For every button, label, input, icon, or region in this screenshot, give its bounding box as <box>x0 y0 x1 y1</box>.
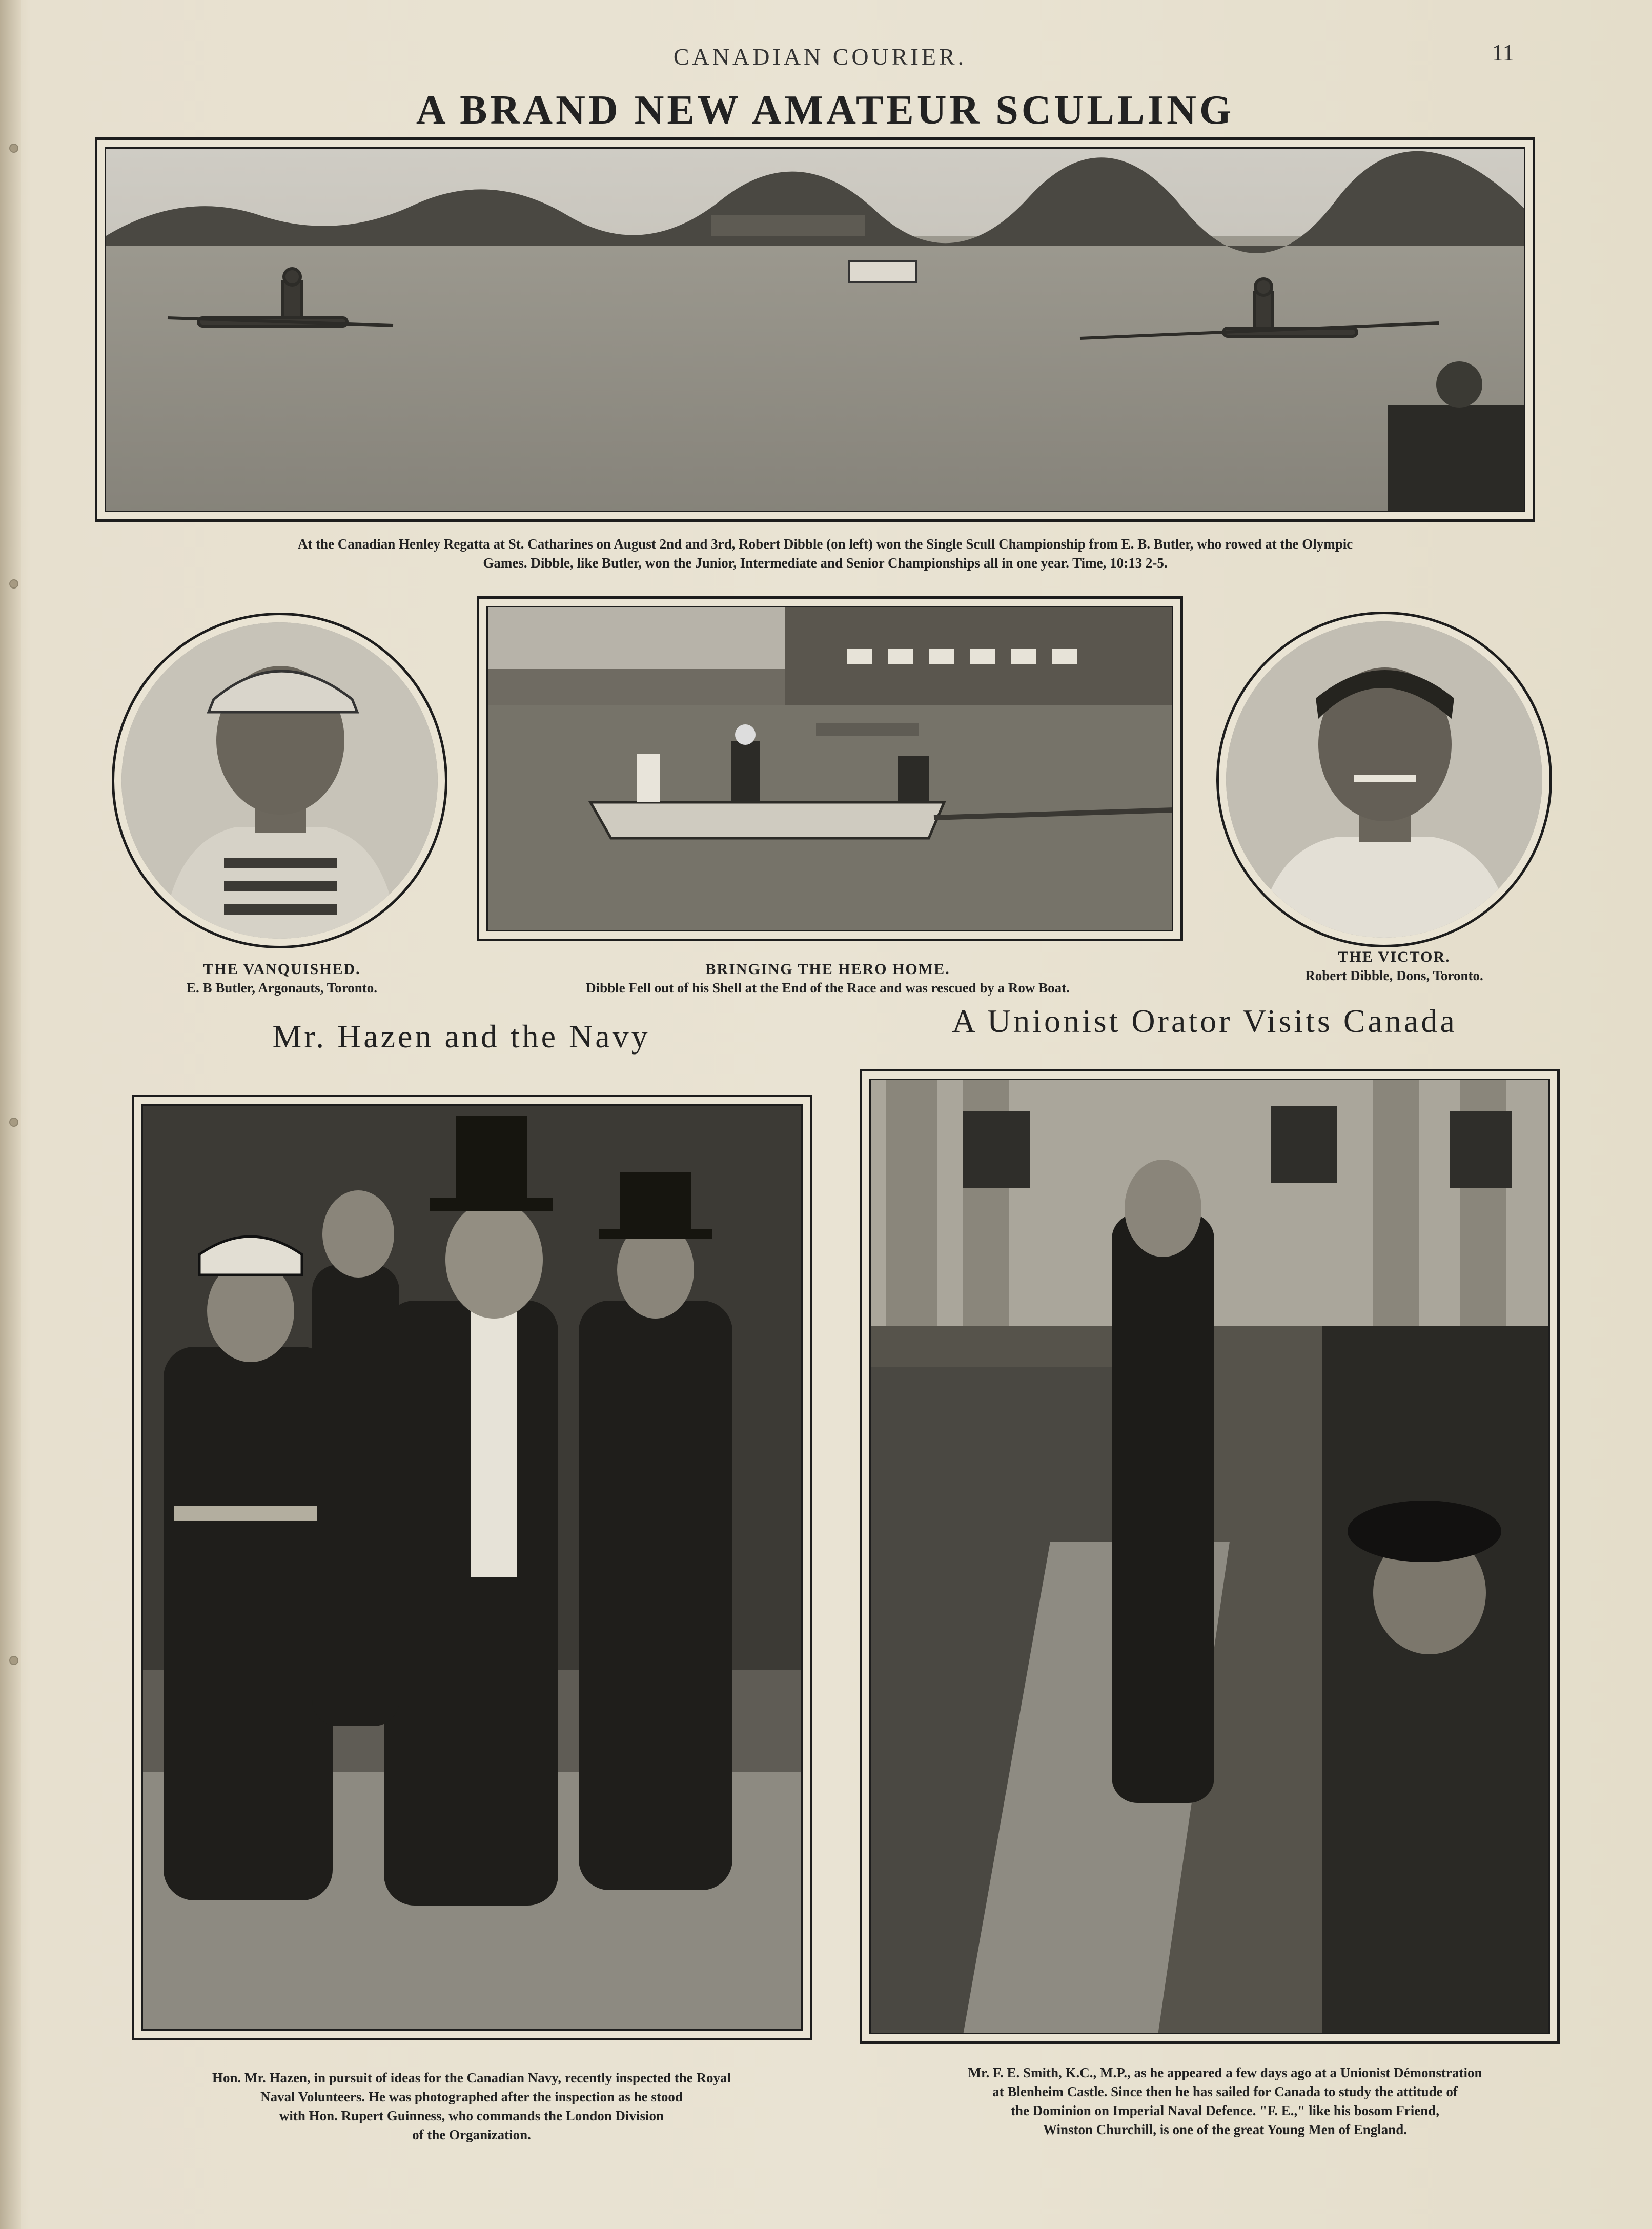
hazen-caption-line: Hon. Mr. Hazen, in pursuit of ideas for the Canadian Navy, recently inspected the Royal <box>212 2070 731 2085</box>
regatta-caption <box>97 535 1553 573</box>
orator-image <box>871 1080 1550 2034</box>
orator-photo-frame <box>860 1069 1560 2044</box>
victor-subtitle: Robert Dibble, Dons, Toronto. <box>1305 968 1483 983</box>
hazen-caption-line: with Hon. Rupert Guinness, who commands the London Division <box>279 2108 664 2123</box>
orator-caption-line: the Dominion on Imperial Naval Defence. "F. E.," like his bosom Friend, <box>1011 2103 1439 2118</box>
vanquished-title: THE VANQUISHED. <box>203 961 361 978</box>
orator-photo <box>869 1079 1550 2034</box>
rowboat-image <box>488 607 1173 931</box>
victor-portrait <box>1226 621 1542 938</box>
victor-portrait-frame <box>1216 612 1552 947</box>
orator-headline: A Unionist Orator Visits Canada <box>952 1003 1457 1039</box>
hazen-headline: Mr. Hazen and the Navy <box>272 1018 650 1055</box>
hazen-photo <box>141 1104 803 2031</box>
rowboat-title: BRINGING THE HERO HOME. <box>705 961 950 978</box>
vanquished-portrait-frame <box>112 613 447 948</box>
vanquished-caption <box>103 960 461 998</box>
orator-caption-line: at Blenheim Castle. Since then he has sailed for Canada to study the attitude of <box>992 2084 1458 2099</box>
hazen-photo-frame <box>132 1095 812 2040</box>
binding-hole <box>9 1656 18 1665</box>
victor-caption <box>1220 947 1568 985</box>
regatta-photo-frame <box>95 137 1535 522</box>
vanquished-image <box>121 622 438 939</box>
page-spine <box>0 0 21 2229</box>
orator-caption-line: Mr. F. E. Smith, K.C., M.P., as he appeared a few days ago at a Unionist Démonstration <box>968 2065 1482 2080</box>
running-head: CANADIAN COURIER. <box>673 44 967 70</box>
hazen-image <box>143 1106 803 2031</box>
rowboat-caption <box>451 960 1205 998</box>
victor-title: THE VICTOR. <box>1338 948 1451 965</box>
binding-hole <box>9 1118 18 1127</box>
hazen-caption-line: of the Organization. <box>412 2127 531 2142</box>
regatta-caption-line: At the Canadian Henley Regatta at St. Catharines on August 2nd and 3rd, Robert Dibble (on left) won the Single Scull Championship from E. B. Butler, who rowed at the Olympic <box>297 536 1353 552</box>
regatta-image <box>106 149 1525 512</box>
hazen-caption-line: Naval Volunteers. He was photographed after the inspection as he stood <box>260 2089 683 2104</box>
hazen-caption <box>113 2069 830 2144</box>
rowboat-photo <box>486 606 1173 931</box>
orator-caption-line: Winston Churchill, is one of the great Young Men of England. <box>1043 2122 1408 2137</box>
regatta-caption-line: Games. Dibble, like Butler, won the Junior, Intermediate and Senior Championships all in one year. Time, 10:13 2-5. <box>483 555 1168 571</box>
regatta-photo <box>105 147 1525 512</box>
rowboat-photo-frame <box>477 596 1183 941</box>
vanquished-portrait <box>121 622 438 939</box>
orator-caption <box>861 2063 1589 2139</box>
page-number: 11 <box>1492 39 1515 66</box>
binding-hole <box>9 579 18 589</box>
sculling-headline: A BRAND NEW AMATEUR SCULLING <box>416 88 1235 133</box>
binding-hole <box>9 144 18 153</box>
vanquished-subtitle: E. B Butler, Argonauts, Toronto. <box>186 980 378 996</box>
victor-image <box>1226 621 1542 938</box>
rowboat-subtitle: Dibble Fell out of his Shell at the End of the Race and was rescued by a Row Boat. <box>586 980 1070 996</box>
